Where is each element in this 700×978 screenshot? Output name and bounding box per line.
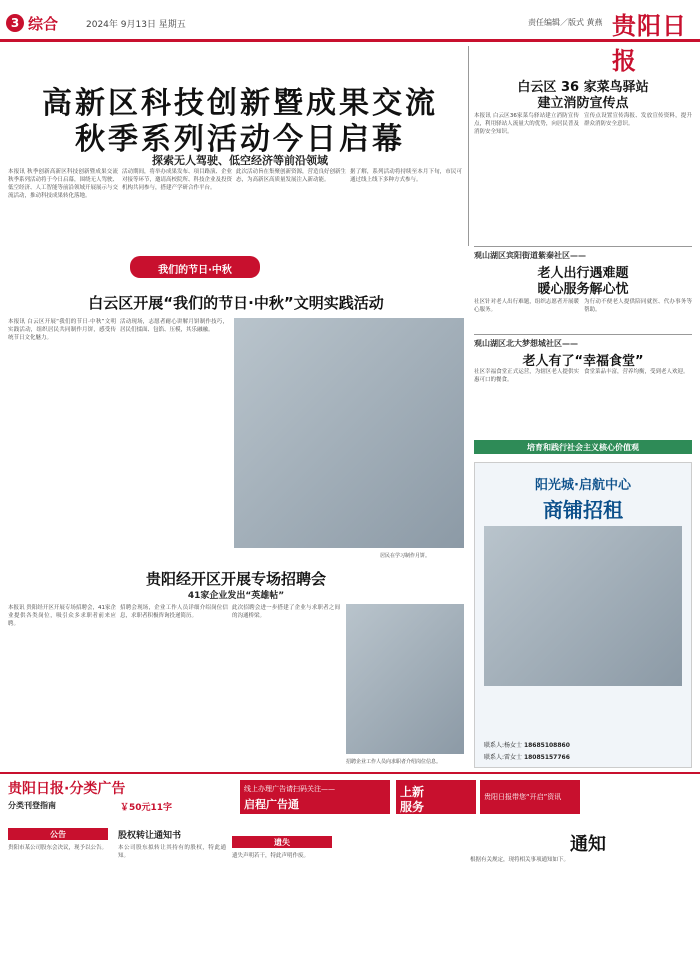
meal-kicker: 观山湖区宾阳街道紫秦社区—— [474,251,586,260]
jobs-body-col1: 本报讯 贵阳经开区开展专场招聘会，41家企业提供各类岗位，吸引众多求职者前来应聘。 [8,605,116,627]
issue-date: 2024年 9月13日 星期五 [86,20,186,30]
midautumn-body-col2: 活动现场，志愿者耐心讲解月饼制作技巧，居民们揉面、包馅、压模，其乐融融。 [120,319,228,333]
divider [474,334,692,335]
readers-box-text: 贵阳日报带您“开启”资讯 [484,793,562,801]
lead-subtitle: 探索无人驾驶、低空经济等前沿领域 [152,154,328,167]
newspaper-logo: 贵阳日报 [612,11,687,75]
happy-body-col2: 食堂菜品丰富，营养均衡，受到老人欢迎。 [584,369,689,375]
rental-ad-title-line2: 商铺招租 [543,498,623,522]
lead-body-col1: 本报讯 秋季创新高新区科技创新暨成果交流秋季系列活动将于今日启幕，围绕无人驾驶、低空经济、人工智能等前沿领域开展展示与交流活动，推动科技成果转化落地。 [8,169,118,199]
notice-big-body: 根据有关规定，现将相关事项通知如下。 [470,857,570,863]
lead-title-line2: 秋季系列活动今日启幕 [75,122,405,157]
jobs-body-col3: 此次招聘会进一步搭建了企业与求职者之间的沟通桥梁。 [232,605,340,619]
fire-title-line2: 建立消防宣传点 [537,96,629,111]
green-banner-text: 培育和践行社会主义核心价值观 [527,443,639,452]
midautumn-title: 白云区开展“我们的节日·中秋”文明实践活动 [88,294,384,312]
new-service-label1: 上新 [400,785,425,799]
editors-credit: 责任编辑／版式 黄燕 [528,18,603,27]
classified-rule [0,772,700,774]
rental-ad-title-line1: 阳光城·启航中心 [535,478,631,493]
notice-body: 贵阳市某公司股东会决议，现予以公告。 [8,845,108,851]
meal-body-col2: 为行动不便老人提供陪同就医、代办事务等帮助。 [584,299,692,313]
fire-body-col1: 本报讯 白云区36家菜鸟驿站建立消防宣传点，利用驿站人流量大的优势，向居民普及消防安全知识。 [474,113,579,135]
equity-head: 股权转让通知书 [118,831,182,841]
meal-title-line1: 老人出行遇难题 [537,266,629,281]
happy-body-col1: 社区幸福食堂正式运营，为辖区老人提供实惠可口的餐食。 [474,369,579,383]
jobs-body-col2: 招聘会现场，企业工作人员详细介绍岗位信息，求职者积极咨询投递简历。 [120,605,228,619]
jobs-photo [346,604,464,754]
contact-1: 联系人:杨女士 18685108860 [484,742,570,749]
meal-body-col1: 社区针对老人出行难题，组织志愿者开展暖心服务。 [474,299,579,313]
jobs-subtitle: 41家企业发出“英雄帖” [187,591,285,601]
column-divider [468,46,469,246]
qr-ad-slogan1: 线上办理广告请扫码关注—— [244,785,335,793]
happy-title: 老人有了“幸福食堂” [522,354,644,369]
classified-brand: 贵阳日报·分类广告 [8,781,126,797]
divider [474,246,692,247]
lead-body-col3: 此次活动旨在集聚创新资源，营造良好创新生态，为高新区高质量发展注入新动能。 [236,169,346,183]
qr-ad-slogan2: 启程广告通 [244,798,299,811]
fire-body-col2: 宣传点设置宣传海报、发放宣传资料，提升群众消防安全意识。 [584,113,692,127]
midautumn-body-col1: 本报讯 白云区开展“我们的节日·中秋”文明实践活动，组织居民共同制作月饼，感受传统节日文化魅力。 [8,319,116,341]
happy-kicker: 观山湖区北大梦想城社区—— [474,339,578,348]
classified-price: ￥50元11字 [120,803,173,813]
jobs-title: 贵阳经开区开展专场招聘会 [145,570,326,588]
lead-body-col2: 活动期间，将举办成果发布、项目路演、企业对接等环节，邀请高校院所、科技企业及投资机构共同参与，搭建产学研合作平台。 [122,169,232,191]
midautumn-photo [234,318,464,548]
new-service-label2: 服务 [400,800,425,814]
midautumn-photo-caption: 居民在学习制作月饼。 [380,553,431,559]
lost-head: 遗失 [274,838,290,847]
lost-body: 遗失声明若干，特此声明作废。 [232,853,310,859]
fire-title-line1: 白云区 36 家菜鸟驿站 [517,80,649,95]
meal-title-line2: 暖心服务解心忧 [537,282,629,297]
festival-banner-text: 我们的节日·中秋 [158,265,232,276]
notice-big-head: 通知 [570,834,606,855]
notice-head: 公告 [50,830,66,839]
section-number: 3 [6,14,24,32]
section-name: 综合 [28,15,59,33]
lead-body-col4: 据了解，系列活动将持续至本月下旬，市民可通过线上线下多种方式参与。 [350,169,462,183]
contact-2: 联系人:雷女士 18085157766 [484,754,570,761]
jobs-photo-caption: 招聘企业工作人员向求职者介绍岗位信息。 [346,759,442,765]
lead-title-line1: 高新区科技创新暨成果交流 [42,86,438,121]
classified-hotline-label: 分类刊登指南 [8,801,56,810]
rental-ad-photo [484,526,682,686]
equity-body: 本公司股东拟转让其持有的股权，特此通知。 [118,845,226,859]
